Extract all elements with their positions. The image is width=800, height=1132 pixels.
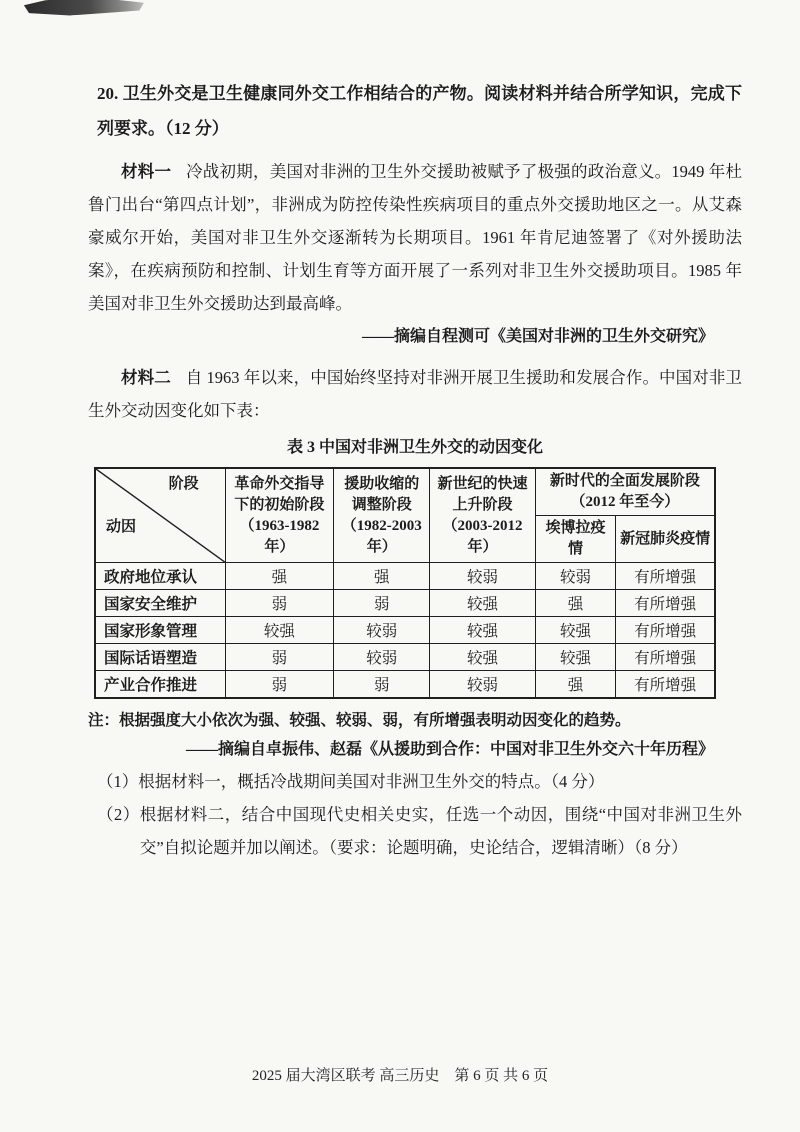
sub-question-1-label: （1） <box>97 772 139 791</box>
material-one-text: 冷战初期，美国对非洲的卫生外交援助被赋予了极强的政治意义。1949 年杜鲁门出台“第四点计划”，非洲成为防控传染性疾病项目的重点外交援助地区之一。从艾森豪威尔开始，美国对非卫生外交逐渐转为长期项目。1961 年肯尼迪签署了《对外援助法案》，在疾病预防和控制、计划生育等方面开展了一系列对非卫生外交援助项目。1985 年美国对非卫生外交援助达到最高峰。 <box>88 162 743 313</box>
strength-cell: 较弱 <box>430 563 535 590</box>
strength-cell: 弱 <box>225 671 334 699</box>
strength-cell: 有所增强 <box>616 590 715 617</box>
sub-question-2 <box>88 798 742 864</box>
strength-cell: 较强 <box>535 617 616 644</box>
strength-cell: 强 <box>535 590 616 617</box>
corner-label-stage: 阶段 <box>168 476 199 492</box>
table-row <box>95 671 715 699</box>
strength-cell: 有所增强 <box>616 617 715 644</box>
strength-cell: 有所增强 <box>616 563 715 590</box>
question-points: （12 分） <box>165 119 229 138</box>
question-20 <box>88 76 742 146</box>
sub-question-1-text: 根据材料一，概括冷战期间美国对非洲卫生外交的特点。（4 分） <box>138 772 605 791</box>
strength-cell: 强 <box>225 563 334 590</box>
material-two-source: ——摘编自卓振伟、赵磊《从援助到合作：中国对非卫生外交六十年历程》 <box>185 741 714 758</box>
corner-label-motivation: 动因 <box>106 519 137 536</box>
sub-question-2-text: 根据材料二，结合中国现代史相关史实，任选一个动因，围绕“中国对非洲卫生外交”自拟论题并加以阐述。（要求：论题明确，史论结合，逻辑清晰）（8 分） <box>139 805 743 857</box>
table-row <box>95 563 715 590</box>
stage-header: 新世纪的快速上升阶段（2003-2012 年） <box>430 468 535 563</box>
motivation-cell: 产业合作推进 <box>95 671 225 699</box>
material-two <box>88 361 742 427</box>
motivation-cell: 国家安全维护 <box>95 590 225 617</box>
strength-cell: 较弱 <box>535 563 616 590</box>
strength-cell: 较弱 <box>430 671 535 699</box>
motivation-cell: 国际话语塑造 <box>95 644 225 671</box>
motivation-cell: 国家形象管理 <box>95 617 225 644</box>
strength-cell: 弱 <box>334 590 430 617</box>
strength-cell: 较强 <box>535 644 616 671</box>
strength-cell: 较强 <box>430 617 535 644</box>
material-one-label: 材料一 <box>121 162 172 181</box>
table-row <box>95 590 715 617</box>
question-intro-text: 卫生外交是卫生健康同外交工作相结合的产物。阅读材料并结合所学知识，完成下列要求。 <box>97 84 743 138</box>
table-title: 表 3 中国对非洲卫生外交的动因变化 <box>286 439 543 456</box>
material-two-text: 自 1963 年以来，中国始终坚持对非洲开展卫生援助和发展合作。中国对非卫生外交动因变化如下表： <box>88 368 743 420</box>
sub-question-2-label: （2） <box>97 805 140 824</box>
strength-cell: 较弱 <box>334 644 430 671</box>
strength-cell: 有所增强 <box>616 671 715 699</box>
stage-header: 革命外交指导下的初始阶段（1963-1982 年） <box>225 468 334 563</box>
stage-header: 新时代的全面发展阶段（2012 年至今） <box>535 468 715 516</box>
material-two-label: 材料二 <box>121 368 171 387</box>
strength-cell: 弱 <box>225 644 334 671</box>
table-header-row <box>95 468 715 516</box>
strength-cell: 弱 <box>225 590 334 617</box>
strength-cell: 弱 <box>334 671 430 699</box>
diagonal-divider <box>96 469 225 562</box>
strength-cell: 较强 <box>430 590 535 617</box>
strength-cell: 强 <box>334 563 430 590</box>
sub-question-1 <box>88 765 742 798</box>
page-footer: 2025 届大湾区联考 高三历史 第 6 页 共 6 页 <box>251 1068 549 1084</box>
strength-cell: 有所增强 <box>616 644 715 671</box>
corner-header-cell <box>95 468 225 563</box>
table-row <box>95 617 715 644</box>
strength-cell: 较强 <box>225 617 334 644</box>
motivation-cell: 政府地位承认 <box>95 563 225 590</box>
motivation-change-table <box>94 467 716 699</box>
material-one-source: ——摘编自程测可《美国对非洲的卫生外交研究》 <box>361 328 714 345</box>
strength-cell: 强 <box>535 671 616 699</box>
table-row <box>95 644 715 671</box>
sub-stage-header: 新冠肺炎疫情 <box>616 516 715 563</box>
material-one <box>88 155 742 320</box>
strength-cell: 较弱 <box>334 617 430 644</box>
question-number: 20. <box>97 84 119 103</box>
table-note: 注：根据强度大小依次为强、较强、较弱、弱，有所增强表明动因变化的趋势。 <box>88 712 631 729</box>
strength-cell: 较强 <box>430 644 535 671</box>
sub-stage-header: 埃博拉疫情 <box>535 516 616 563</box>
stage-header: 援助收缩的调整阶段（1982-2003 年） <box>334 468 430 563</box>
